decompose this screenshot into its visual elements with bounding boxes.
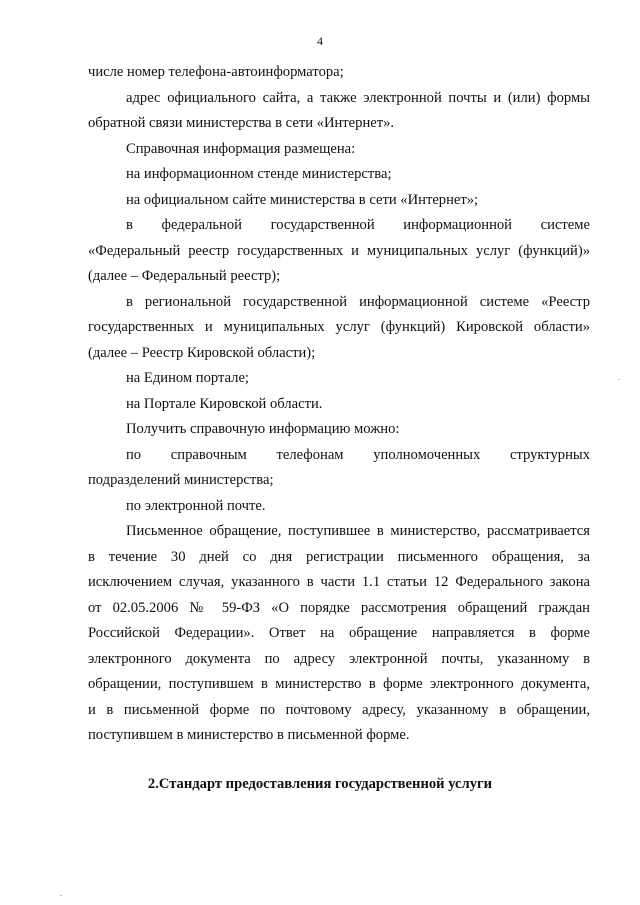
text-line: по электронной почте. xyxy=(126,497,266,514)
text-line: исключением случая, указанного в части 1.1 статьи 12 Федерального закона xyxy=(88,574,590,590)
text-line: на Портале Кировской области. xyxy=(126,395,323,412)
text-line: адрес официального сайта, а также электронной почты и (или) формы xyxy=(126,89,590,106)
text-line: электронного документа по адресу электронной почты, указанному в xyxy=(88,650,590,667)
text-line: (далее – Федеральный реестр); xyxy=(88,268,281,284)
text-line: в течение 30 дней со дня регистрации письменного обращения, за xyxy=(88,548,590,565)
text-line: Получить справочную информацию можно: xyxy=(126,421,400,437)
text-line: «Федеральный реестр государственных и муниципальных услуг (функций)» xyxy=(88,242,590,259)
text-line: Письменное обращение, поступившее в министерство, рассматривается xyxy=(126,523,590,539)
section-heading: 2.Стандарт предоставления государственной услуги xyxy=(147,776,493,792)
text-line: Российской Федерации». Ответ на обращение направляется в форме xyxy=(88,625,590,641)
text-line: в федеральной государственной информационной системе xyxy=(126,217,590,233)
text-line: (далее – Реестр Кировской области); xyxy=(88,344,316,361)
text-line: государственных и муниципальных услуг (функций) Кировской области» xyxy=(88,319,590,335)
text-line: и в письменной форме по почтовому адресу, указанному в обращении, xyxy=(88,701,590,718)
text-line: числе номер телефона-автоинформатора; xyxy=(88,64,344,80)
text-line: на информационном стенде министерства; xyxy=(126,166,392,182)
text-line: подразделений министерства; xyxy=(88,472,274,488)
text-line: от 02.05.2006 № 59-ФЗ «О порядке рассмотрения обращений граждан xyxy=(88,599,590,616)
text-line: Справочная информация размещена: xyxy=(126,140,356,157)
text-line: на Едином портале; xyxy=(126,370,249,386)
page-number: 4 xyxy=(317,34,323,48)
text-line: обратной связи министерства в сети «Интернет». xyxy=(88,115,395,131)
text-line: обращении, поступившем в министерство в форме электронного документа, xyxy=(88,676,590,692)
text-line: по справочным телефонам уполномоченных структурных xyxy=(126,446,590,463)
margin-mark: . xyxy=(618,372,621,382)
text-line: поступившем в министерство в письменной форме. xyxy=(88,727,410,743)
document-body xyxy=(88,60,590,749)
text-line: на официальном сайте министерства в сети «Интернет»; xyxy=(126,191,479,208)
text-line: в региональной государственной информационной системе «Реестр xyxy=(126,293,590,310)
margin-mark: . xyxy=(60,888,63,898)
